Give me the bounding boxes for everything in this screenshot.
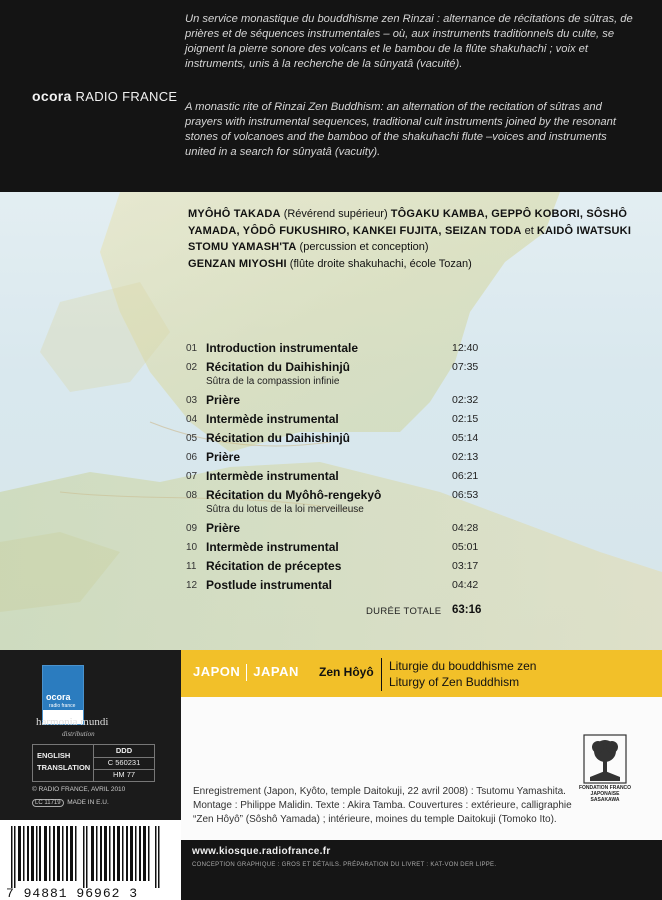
track-duration: 04:28 [452, 522, 479, 534]
track-duration: 02:13 [452, 451, 479, 463]
recording-credits [193, 785, 598, 827]
lc-text: LC [35, 800, 43, 806]
title-band [181, 650, 662, 697]
track-row [186, 468, 486, 487]
lc-code: 11719 [44, 800, 61, 806]
subtitle-fr: Liturgie du bouddhisme zen [389, 659, 537, 673]
made-in: MADE IN E.U. [67, 799, 109, 806]
track-row [186, 539, 486, 558]
harmonia-mundi-logo: harmonia mundi [36, 716, 109, 728]
fondation-text: FONDATION FRANCO JAPONAISE SASAKAWA [578, 785, 632, 803]
track-number: 05 [186, 433, 198, 444]
track-duration: 03:17 [452, 560, 479, 572]
brand-ocora: ocora [32, 88, 72, 104]
english-label: ENGLISH [37, 751, 71, 760]
track-number: 08 [186, 490, 198, 501]
track-number: 11 [186, 561, 197, 572]
credit-name: STOMU YAMASH'TA [188, 241, 297, 253]
barcode-digits: 7 94881 96962 3 [6, 886, 139, 900]
total-duration-label: DURÉE TOTALE [366, 606, 442, 617]
track-number: 03 [186, 395, 198, 406]
copyright-line: © RADIO FRANCE, AVRIL 2010 [32, 786, 126, 793]
recording-line: “Zen Hôyô” (Sôshô Yamada) ; intérieure, moines du temple Daitokuji (Tomoko Ito). [193, 814, 557, 825]
logo-text: ocora [46, 692, 71, 702]
track-duration: 04:42 [452, 579, 479, 591]
recording-line: Enregistrement (Japon, Kyôto, temple Daitokuji, 22 avril 2008) : Tsutomu Yamashita. [193, 786, 566, 797]
track-title: Récitation de préceptes [206, 559, 342, 573]
track-title: Intermède instrumental [206, 540, 339, 554]
catalog-info-box [32, 744, 155, 782]
track-subtitle: Sûtra de la compassion infinie [206, 376, 340, 387]
ddd-label: DDD [94, 745, 154, 758]
album-subtitle [389, 658, 536, 690]
country-en: JAPAN [253, 664, 299, 679]
country-label [193, 664, 299, 681]
track-number: 07 [186, 471, 198, 482]
brand-radio-france: RADIO FRANCE [71, 89, 178, 104]
credit-name: GENZAN MIYOSHI [188, 257, 287, 270]
track-title: Prière [206, 450, 241, 464]
track-subtitle: Sûtra du lotus de la loi merveilleuse [206, 504, 364, 515]
fondation-logo [578, 733, 632, 819]
credit-names: TÔGAKU KAMBA, GEPPÔ KOBORI, SÔSHÔ YAMADA, YÔDÔ FUKUSHIRO, KANKEI FUJITA, SEIZAN TODA [188, 208, 628, 237]
credit-line-2 [188, 239, 638, 256]
credit-role: (percussion et conception) [296, 241, 429, 253]
credit-role: (flûte droite shakuhachi, école Tozan) [286, 257, 472, 270]
band-divider [381, 658, 382, 691]
website-url: www.kiosque.radiofrance.fr [192, 846, 331, 857]
track-number: 06 [186, 452, 198, 463]
track-duration: 06:21 [452, 470, 479, 482]
credit-name: MYÔHÔ TAKADA [188, 208, 281, 220]
track-row [186, 340, 486, 359]
track-row [186, 449, 486, 468]
track-duration: 05:14 [452, 432, 479, 444]
track-duration: 12:40 [452, 342, 479, 354]
country-fr: JAPON [193, 664, 241, 679]
track-title: Introduction instrumentale [206, 341, 359, 355]
intro-french: Un service monastique du bouddhisme zen Rinzai : alternance de récitations de sûtras, de prières et de séquences instrumentales – où, aux instruments traditionnels du culte, se joignent la pierre sonore des volcans et le bambou de la flûte shakuhachi ; voix et instruments, unis à la recherche de la sûnyatâ (vacuité). [185, 13, 633, 70]
credit-line-3 [188, 256, 638, 273]
recording-line: Montage : Philippe Malidin. Texte : Akira Tamba. Couvertures : extérieure, calligraphie [193, 800, 572, 811]
track-row [186, 558, 486, 577]
barcode-icon [5, 826, 176, 888]
track-number: 01 [186, 343, 198, 354]
track-number: 02 [186, 362, 198, 373]
lc-badge [32, 799, 64, 807]
track-number: 09 [186, 523, 198, 534]
credit-role: (Révérend supérieur) [280, 208, 391, 220]
ocora-radio-france-brand [32, 88, 177, 104]
track-title: Récitation du Daihishinjû [206, 431, 351, 445]
track-duration: 02:15 [452, 413, 479, 425]
track-row [186, 487, 486, 520]
track-number: 04 [186, 414, 198, 425]
label-code-line [32, 799, 109, 807]
band-divider [246, 664, 247, 681]
track-number: 10 [186, 542, 198, 553]
track-duration: 05:01 [452, 541, 479, 553]
tracklist [186, 340, 486, 596]
track-row [186, 577, 486, 596]
track-row [186, 359, 486, 392]
track-duration: 06:53 [452, 489, 479, 501]
track-title: Intermède instrumental [206, 469, 339, 483]
subtitle-en: Liturgy of Zen Buddhism [389, 675, 520, 689]
track-duration: 07:35 [452, 361, 479, 373]
translation-label: TRANSLATION [37, 763, 91, 772]
track-number: 12 [186, 580, 198, 591]
credit-name: KAIDÔ IWATSUKI [536, 224, 632, 237]
credit-line-1 [188, 206, 638, 239]
track-row [186, 411, 486, 430]
track-title: Récitation du Myôhô-rengekyô [206, 488, 382, 502]
total-duration-value: 63:16 [452, 604, 482, 616]
track-title: Récitation du Daihishinjû [206, 360, 351, 374]
track-row [186, 520, 486, 539]
credit-and: et [521, 224, 537, 237]
design-credits: CONCEPTION GRAPHIQUE : GROS ET DÉTAILS. PRÉPARATION DU LIVRET : KAT-VON DER LIPPE. [192, 862, 497, 868]
translation-cell [33, 745, 94, 781]
track-title: Intermède instrumental [206, 412, 339, 426]
harmonia-mundi-distribution: distribution [62, 730, 95, 738]
performers-credits [188, 206, 638, 272]
track-title: Prière [206, 521, 241, 535]
album-title: Zen Hôyô [319, 665, 374, 679]
intro-english: A monastic rite of Rinzai Zen Buddhism: an alternation of the recitation of sûtras and prayers with instrumental sequences, traditional cult instruments joined by the resonant stones of volcanoes and the bamboo of the shakuhachi flute –voices and instruments united in a search for sûnyatâ (vacuity). [185, 101, 616, 158]
catalog-number: C 560231 [94, 757, 154, 770]
track-row [186, 430, 486, 449]
track-duration: 02:32 [452, 394, 479, 406]
hm-number: HM 77 [112, 770, 136, 779]
logo-subtext: radio france [49, 703, 76, 709]
track-row [186, 392, 486, 411]
track-title: Postlude instrumental [206, 578, 333, 592]
track-title: Prière [206, 393, 241, 407]
tree-emblem-icon [578, 733, 632, 785]
